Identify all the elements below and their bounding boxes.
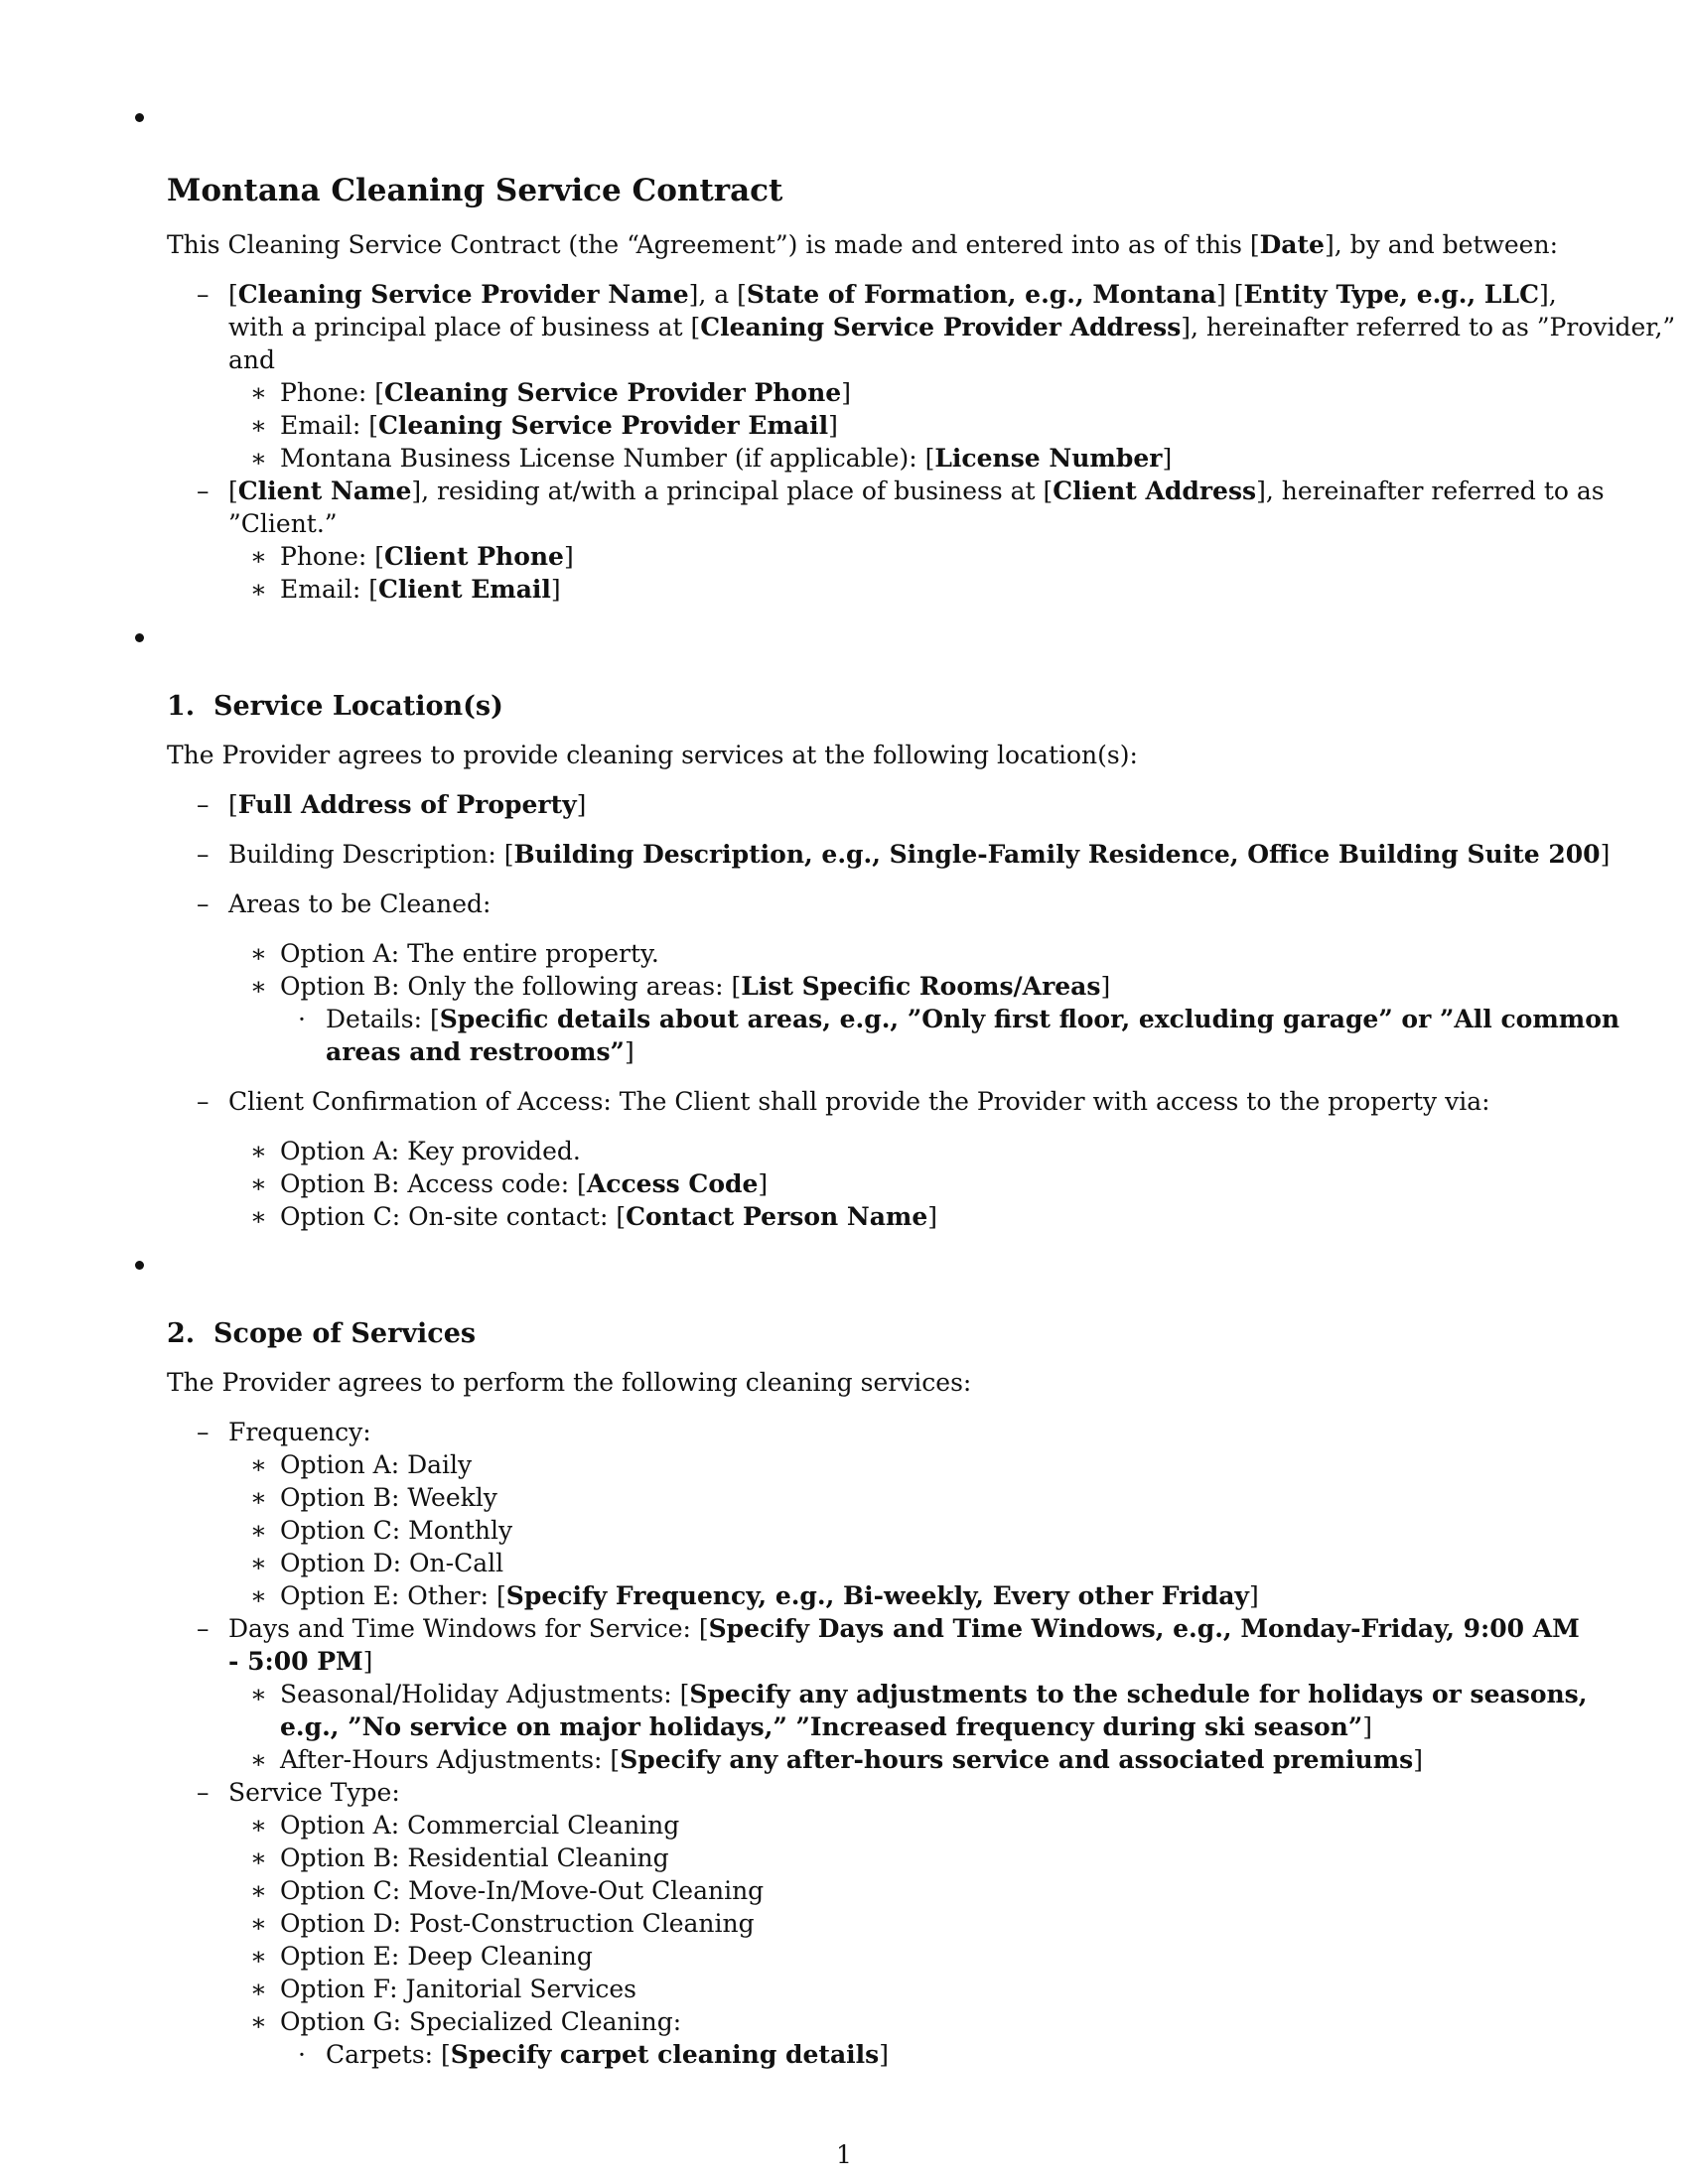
section-2-intro: The Provider agrees to perform the following cleaning services: [167, 1368, 972, 1397]
provider-line-1: [Cleaning Service Provider Name], a [State of Formation, e.g., Montana] [Entity Type, e.g., LLC], [228, 280, 1557, 309]
star-marker: ∗ [250, 378, 267, 407]
star-marker: ∗ [250, 1549, 267, 1577]
star-marker: ∗ [250, 1680, 267, 1708]
areas-label: Areas to be Cleaned: [228, 889, 492, 918]
dash-marker: – [197, 1418, 210, 1446]
star-marker: ∗ [250, 1975, 267, 2003]
area-details-cont: areas and restrooms”] [326, 1037, 634, 1066]
seasonal-adjustments-cont: e.g., ”No service on major holidays,” ”Increased frequency during ski season”] [280, 1712, 1372, 1741]
frequency-label: Frequency: [228, 1418, 371, 1446]
access-label: Client Confirmation of Access: The Client shall provide the Provider with access to the property via: [228, 1087, 1490, 1116]
area-option-a: Option A: The entire property. [280, 939, 659, 968]
frequency-option: Option B: Weekly [280, 1483, 497, 1512]
star-marker: ∗ [250, 542, 267, 571]
list-bullet [135, 633, 144, 642]
star-marker: ∗ [250, 1811, 267, 1840]
provider-line-2: with a principal place of business at [Cleaning Service Provider Address], hereinafter referred to as ”Provider,” [228, 313, 1676, 341]
service-type-option: Option C: Move-In/Move-Out Cleaning [280, 1876, 765, 1905]
days-time-windows-cont: - 5:00 PM] [228, 1647, 373, 1676]
list-bullet [135, 113, 144, 122]
star-marker: ∗ [250, 939, 267, 968]
star-marker: ∗ [250, 1169, 267, 1198]
dash-marker: – [197, 477, 210, 505]
dot-marker: · [298, 1005, 306, 1033]
property-address: [Full Address of Property] [228, 790, 587, 819]
client-line-1: [Client Name], residing at/with a principal place of business at [Client Address], hereinafter referred to as [228, 477, 1605, 505]
dot-marker: · [298, 2040, 306, 2069]
client-line-2: ”Client.” [228, 509, 338, 538]
area-option-b: Option B: Only the following areas: [List Specific Rooms/Areas] [280, 972, 1111, 1001]
star-marker: ∗ [250, 575, 267, 604]
after-hours-adjustments: After-Hours Adjustments: [Specify any after-hours service and associated premiums] [280, 1745, 1423, 1774]
dash-marker: – [197, 889, 210, 918]
client-phone: Phone: [Client Phone] [280, 542, 574, 571]
service-type-option: Option E: Deep Cleaning [280, 1942, 593, 1971]
access-option-b: Option B: Access code: [Access Code] [280, 1169, 769, 1198]
star-marker: ∗ [250, 1745, 267, 1774]
section-1-intro: The Provider agrees to provide cleaning services at the following location(s): [167, 741, 1138, 769]
service-type-option: Option G: Specialized Cleaning: [280, 2007, 682, 2036]
section-1-heading: 1. Service Location(s) [167, 691, 503, 722]
star-marker: ∗ [250, 1483, 267, 1512]
frequency-option: Option D: On-Call [280, 1549, 504, 1577]
dash-marker: – [197, 1778, 210, 1807]
service-type-option: Option F: Janitorial Services [280, 1975, 636, 2003]
access-option-c: Option C: On-site contact: [Contact Person Name] [280, 1202, 938, 1231]
dash-marker: – [197, 790, 210, 819]
building-description: Building Description: [Building Description, e.g., Single-Family Residence, Office Building Suite 200] [228, 840, 1611, 869]
list-bullet [135, 1261, 144, 1270]
days-time-windows: Days and Time Windows for Service: [Specify Days and Time Windows, e.g., Monday-Friday, 9:00 AM [228, 1614, 1580, 1643]
star-marker: ∗ [250, 411, 267, 440]
seasonal-adjustments: Seasonal/Holiday Adjustments: [Specify any adjustments to the schedule for holidays or seasons, [280, 1680, 1588, 1708]
provider-license: Montana Business License Number (if applicable): [License Number] [280, 444, 1173, 473]
provider-line-3: and [228, 345, 276, 374]
section-2-heading: 2. Scope of Services [167, 1318, 477, 1349]
frequency-option: Option A: Daily [280, 1450, 473, 1479]
star-marker: ∗ [250, 444, 267, 473]
frequency-option-other: Option E: Other: [Specify Frequency, e.g., Bi-weekly, Every other Friday] [280, 1581, 1259, 1610]
access-option-a: Option A: Key provided. [280, 1137, 581, 1165]
star-marker: ∗ [250, 1909, 267, 1938]
client-email: Email: [Client Email] [280, 575, 561, 604]
area-details: Details: [Specific details about areas, e.g., ”Only first floor, excluding garage” or ”All common [326, 1005, 1620, 1033]
dash-marker: – [197, 280, 210, 309]
page-title: Montana Cleaning Service Contract [167, 173, 783, 208]
star-marker: ∗ [250, 972, 267, 1001]
service-type-label: Service Type: [228, 1778, 400, 1807]
provider-phone: Phone: [Cleaning Service Provider Phone] [280, 378, 851, 407]
star-marker: ∗ [250, 1942, 267, 1971]
star-marker: ∗ [250, 1843, 267, 1872]
service-type-option: Option D: Post-Construction Cleaning [280, 1909, 755, 1938]
intro-paragraph: This Cleaning Service Contract (the “Agreement”) is made and entered into as of this [Date], by and between: [167, 230, 1559, 259]
page-number: 1 [836, 2140, 852, 2169]
dash-marker: – [197, 1087, 210, 1116]
star-marker: ∗ [250, 1137, 267, 1165]
frequency-option: Option C: Monthly [280, 1516, 513, 1545]
star-marker: ∗ [250, 1876, 267, 1905]
date-placeholder: Date [1259, 230, 1325, 259]
provider-email: Email: [Cleaning Service Provider Email] [280, 411, 838, 440]
star-marker: ∗ [250, 1202, 267, 1231]
star-marker: ∗ [250, 1581, 267, 1610]
carpets-detail: Carpets: [Specify carpet cleaning details] [326, 2040, 889, 2069]
star-marker: ∗ [250, 1450, 267, 1479]
star-marker: ∗ [250, 1516, 267, 1545]
dash-marker: – [197, 840, 210, 869]
dash-marker: – [197, 1614, 210, 1643]
star-marker: ∗ [250, 2007, 267, 2036]
service-type-option: Option A: Commercial Cleaning [280, 1811, 680, 1840]
service-type-option: Option B: Residential Cleaning [280, 1843, 669, 1872]
